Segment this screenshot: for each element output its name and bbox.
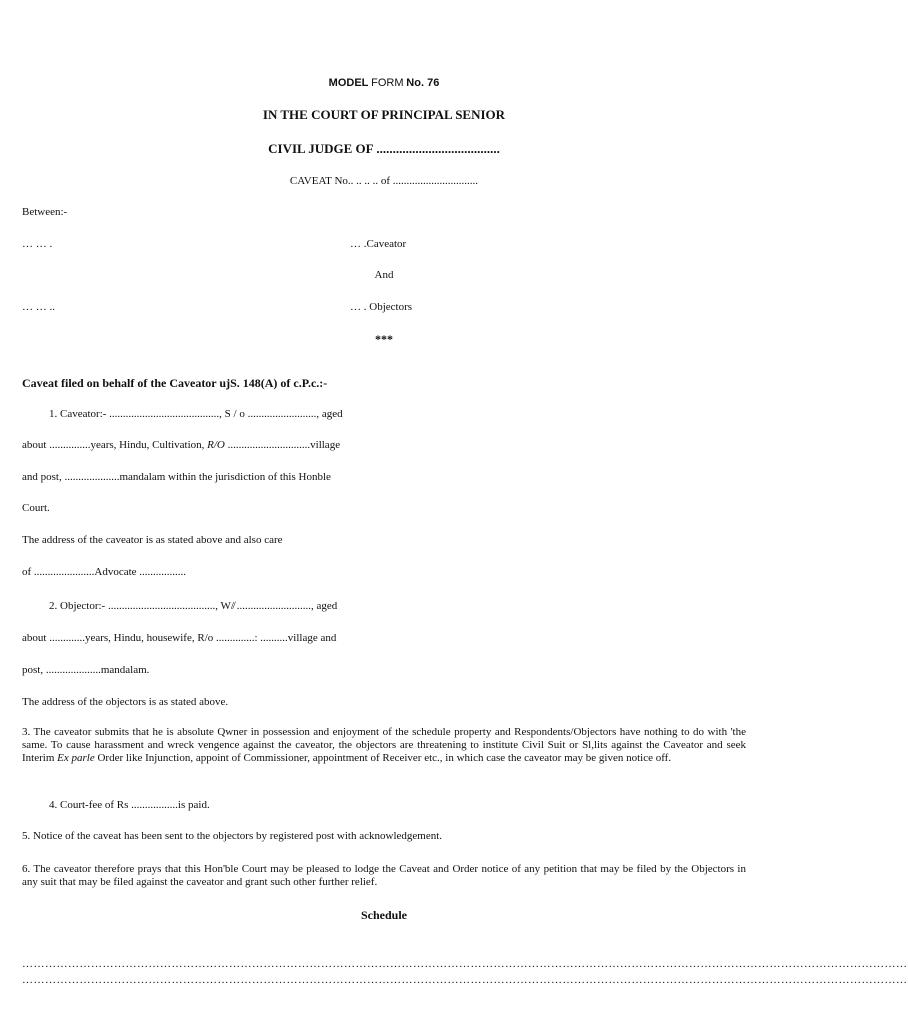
objectors-role-label: … . Objectors — [350, 301, 413, 313]
ex-parte-term: Ex parle — [57, 752, 95, 764]
caveat-heading: Caveat filed on behalf of the Caveator ujS. 148(A) of c.P.c.:- — [22, 376, 328, 390]
ro-abbrev: R/O — [207, 439, 225, 451]
caveator-address-line-1: The address of the caveator is as stated above and also care — [22, 534, 283, 546]
objector-line-2: about .............years, Hindu, housewife, R/o ..............: ..........village and — [22, 632, 337, 644]
paragraph-5: 5. Notice of the caveat has been sent to the objectors by registered post with acknowledgement. — [22, 830, 443, 842]
paragraph-6: 6. The caveator therefore prays that this Hon'ble Court may be pleased to lodge the Caveat and Order notice of any petition that may be filed by the Objectors in any suit that may be filed against the caveator and grant such other further relief. — [22, 863, 746, 888]
caveator-line-2-end: ..............................village — [224, 439, 341, 451]
caveator-line-1: 1. Caveator:- ........................................, S / o ........................., aged — [49, 408, 343, 420]
between-label: Between:- — [22, 206, 68, 218]
court-heading-line2: CIVIL JUDGE OF ...................................... — [268, 141, 500, 156]
schedule-dotted-line-1: …………………………………………………………………………………………………………………………………………………………………………………………………………… — [22, 958, 908, 970]
paragraph-3 — [22, 726, 746, 765]
caveator-role-label: … .Caveator — [350, 238, 407, 250]
paragraph-3-start: 3. The caveator submits that he is absolute Qwner in possession and enjoyment of the schedule property and Respondents/Objectors have nothing to do with 'the same. To cause harassment and wreck vengence against the caveator, the objectors are threatening to institute Civil Suit or Sl,lits against the Caveator and seek Interim — [22, 726, 746, 764]
objector-line-1: 2. Objector:- ......................................., W/̸ ..........................., aged — [49, 600, 338, 612]
model-form-title — [0, 77, 768, 90]
form-number: No. 76 — [406, 77, 440, 89]
schedule-dotted-line-2: …………………………………………………………………………………………………………………………………………………………………………………………………………… — [22, 974, 908, 986]
paragraph-4: 4. Court-fee of Rs .................is paid. — [49, 799, 210, 811]
schedule-heading: Schedule — [360, 908, 407, 922]
paragraph-3-end: Order like Injunction, appoint of Commissioner, appointment of Receiver etc., in which case the caveator may be given notice off. — [94, 752, 672, 764]
court-heading-line1: IN THE COURT OF PRINCIPAL SENIOR — [262, 107, 506, 122]
caveat-number: CAVEAT No.. .. .. .. of ............................... — [289, 175, 479, 187]
caveator-name-blank: … … . — [22, 238, 53, 250]
objector-address: The address of the objectors is as stated above. — [22, 696, 229, 708]
and-label: And — [374, 269, 394, 281]
model-label: MODEL — [328, 77, 369, 89]
caveator-address-line-2: of ......................Advocate ................. — [22, 566, 187, 578]
separator-stars: *** — [375, 332, 393, 346]
objector-line-3: post, ....................mandalam. — [22, 664, 150, 676]
caveator-line-3: and post, ....................mandalam within the jurisdiction of this Honble — [22, 471, 331, 483]
caveator-line-2-start: about ...............years, Hindu, Cultivation, — [22, 439, 208, 451]
caveator-line-4: Court. — [22, 502, 50, 514]
caveator-line-2 — [22, 439, 340, 452]
form-label: FORM — [371, 77, 404, 89]
objector-name-blank: … … .. — [22, 301, 55, 313]
